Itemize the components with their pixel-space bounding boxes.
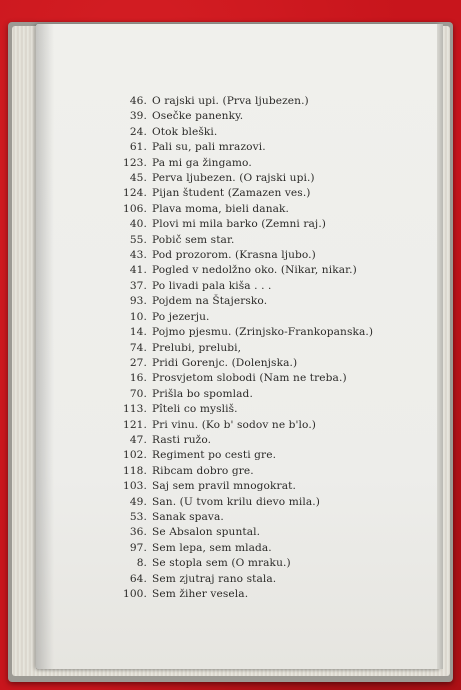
entry-number: 53. [129, 510, 147, 523]
index-entry [118, 371, 373, 386]
index-entry [118, 402, 373, 417]
entry-title: Osečke panenky. [152, 110, 244, 123]
entry-number: 16. [129, 372, 147, 385]
entry-title: Prišla bo spomlad. [152, 387, 253, 400]
entry-number: 118. [123, 464, 147, 477]
index-entry [118, 572, 373, 587]
entry-title: Sanak spava. [152, 510, 224, 523]
entry-title: Pali su, pali mrazovi. [152, 141, 266, 154]
index-entry [118, 263, 373, 278]
entry-title: O rajski upi. (Prva ljubezen.) [152, 95, 309, 107]
index-entry [118, 202, 373, 217]
index-entry [118, 125, 373, 140]
entry-title: Sem zjutraj rano stala. [152, 572, 277, 585]
entry-number: 24. [129, 125, 147, 138]
entry-title: Pogled v nedolžno oko. (Nikar, nikar.) [152, 264, 357, 277]
index-entry [118, 464, 373, 479]
entry-number: 106. [123, 202, 147, 215]
entry-number: 100. [123, 588, 147, 600]
entry-number: 10. [129, 310, 147, 323]
entry-title: Rasti ružo. [152, 433, 212, 446]
index-entry [118, 233, 373, 248]
entry-number: 55. [129, 233, 147, 246]
entry-title: Pîteli co mysliš. [152, 403, 238, 416]
entry-title: Regiment po cesti gre. [152, 449, 277, 462]
index-entry [118, 279, 373, 294]
entry-title: Plava moma, bieli danak. [152, 202, 290, 215]
entry-number: 27. [129, 356, 147, 369]
entry-title: Se stopla sem (O mraku.) [152, 557, 291, 570]
index-entry [118, 510, 373, 525]
entry-number: 102. [123, 449, 147, 462]
entry-number: 37. [129, 279, 147, 292]
entry-number: 39. [129, 110, 147, 123]
entry-number: 123. [123, 156, 147, 169]
index-entry [118, 156, 373, 171]
entry-title: Se Absalon spuntal. [152, 526, 261, 539]
entry-title: Plovi mi mila barko (Zemni raj.) [152, 218, 327, 231]
index-entry [118, 140, 373, 155]
entry-number: 46. [129, 95, 147, 107]
gutter-shadow [36, 24, 54, 669]
index-entry [118, 387, 373, 402]
entry-title: Pod prozorom. (Krasna ljubo.) [152, 249, 316, 262]
index-entry [118, 541, 373, 556]
entry-number: 74. [129, 341, 147, 354]
entry-title: Saj sem pravil mnogokrat. [152, 480, 296, 493]
entry-title: Prelubi, prelubi, [152, 341, 242, 354]
entry-title: Sem lepa, sem mlada. [152, 541, 272, 554]
entry-number: 45. [129, 172, 147, 185]
entry-number: 124. [123, 187, 147, 200]
entry-number: 43. [129, 249, 147, 262]
index-entry [118, 217, 373, 232]
entry-number: 113. [123, 403, 147, 416]
entry-title: Ribcam dobro gre. [152, 464, 254, 477]
index-entry [118, 418, 373, 433]
entry-number: 41. [129, 264, 147, 277]
entry-number: 40. [129, 218, 147, 231]
index-entry [118, 186, 373, 201]
entry-number: 64. [129, 572, 147, 585]
index-entry [118, 448, 373, 463]
entry-title: Po jezerju. [152, 310, 210, 323]
index-entry [118, 310, 373, 325]
entry-title: Otok bleški. [152, 125, 218, 138]
entry-title: Pojdem na Štajersko. [152, 295, 268, 308]
entry-title: Pri vinu. (Ko b' sodov ne b'lo.) [152, 418, 317, 431]
entry-number: 14. [129, 326, 147, 339]
entry-number: 97. [129, 541, 147, 554]
entry-number: 36. [129, 526, 147, 539]
entry-number: 121. [123, 418, 147, 431]
entry-number: 61. [129, 141, 147, 154]
entry-title: Po livadi pala kiša . . . [152, 279, 272, 292]
entry-title: Pridi Gorenjc. (Dolenjska.) [152, 356, 298, 369]
index-entry [118, 433, 373, 448]
song-index-list [118, 94, 373, 602]
entry-number: 8. [136, 557, 147, 570]
entry-title: Pojmo pjesmu. (Zrinjsko-Frankopanska.) [152, 326, 374, 339]
index-entry [118, 294, 373, 309]
entry-number: 70. [129, 387, 147, 400]
entry-number: 49. [129, 495, 147, 508]
index-entry [118, 495, 373, 510]
entry-number: 103. [123, 480, 147, 493]
index-entry [118, 94, 373, 109]
index-entry [118, 248, 373, 263]
entry-title: Pa mi ga žingamo. [152, 156, 252, 169]
index-entry [118, 109, 373, 124]
index-entry [118, 325, 373, 340]
page-right-edge [437, 24, 443, 669]
entry-title: Pobič sem star. [152, 233, 235, 246]
entry-number: 93. [129, 295, 147, 308]
index-entry [118, 525, 373, 540]
index-entry [118, 556, 373, 571]
entry-title: Sem žiher vesela. [152, 588, 249, 600]
entry-number: 47. [129, 433, 147, 446]
index-entry [118, 356, 373, 371]
index-entry [118, 341, 373, 356]
index-entry [118, 171, 373, 186]
index-entry [118, 479, 373, 494]
entry-title: Pijan študent (Zamazen ves.) [152, 187, 311, 200]
index-entry [118, 587, 373, 602]
entry-title: Perva ljubezen. (O rajski upi.) [152, 172, 315, 185]
entry-title: Prosvjetom slobodi (Nam ne treba.) [152, 372, 347, 385]
entry-title: San. (U tvom krilu dievo mila.) [152, 495, 320, 508]
